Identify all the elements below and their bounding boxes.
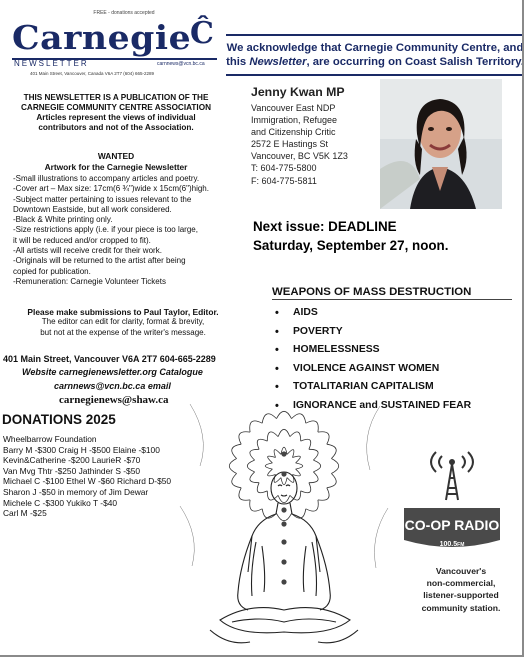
mandala-petal <box>277 513 292 520</box>
mandala-petal <box>265 463 272 469</box>
website-line[interactable]: Website carnegienewsletter.org Catalogue <box>22 367 203 377</box>
mandala-petal <box>257 483 267 493</box>
mandala-petal <box>313 460 320 472</box>
mandala-petal <box>287 450 294 458</box>
donation-line: Michele C -$300 Yukiko T -$40 <box>3 497 118 508</box>
mandala-petal <box>267 432 278 441</box>
deadline-line1: Next issue: DEADLINE <box>253 219 397 234</box>
requirement-line: -Remuneration: Carnegie Volunteer Tickets <box>13 276 166 286</box>
requirement-line: Downtown Eastside, but all work considered. <box>13 204 172 214</box>
mp-details <box>251 102 391 187</box>
mandala-petal <box>268 456 276 463</box>
logo-email: carnnews@vcn.bc.ca <box>157 61 205 67</box>
meditating-figure-illustration <box>170 396 398 654</box>
logo-c-mark: Ĉ <box>190 16 214 51</box>
publication-notice <box>0 93 232 133</box>
chakra-dot <box>281 559 286 564</box>
mandala-petal <box>306 421 318 432</box>
chakra-dot <box>281 451 286 456</box>
weapons-item: • AIDS <box>272 304 512 323</box>
tagline-line: non-commercial, <box>426 578 496 589</box>
weapons-item: • TOTALITARIAN CAPITALISM <box>272 378 512 397</box>
mandala-petal <box>277 411 292 418</box>
chakra-dot <box>281 539 286 544</box>
requirement-line: -All artists will receive credit for their work. <box>13 246 162 256</box>
requirement-line: -Small illustrations to accompany articles and poetry. <box>13 174 200 183</box>
mandala-petal <box>278 429 290 436</box>
mandala-petal <box>309 449 318 460</box>
mandala-petal <box>306 500 318 511</box>
submission-editor: Please make submissions to Paul Taylor, Editor. <box>27 307 219 317</box>
ack-part2: , are occurring on Coast Salish Territory. <box>306 56 524 68</box>
donation-line: Sharon J -$50 in memory of Jim Dewar <box>3 486 149 497</box>
mandala-petal <box>268 469 276 476</box>
mandala-petal <box>292 414 306 423</box>
mp-line: Vancouver, BC V5K 1Z3 <box>251 151 348 162</box>
tagline-line: Vancouver's <box>435 566 487 576</box>
email-shaw[interactable]: carnegienews@shaw.ca <box>59 394 169 406</box>
mp-line: Immigration, Refugee <box>251 115 338 126</box>
logo-address: 401 Main Street, Vancouver, Canada V6A 2T7 (604) 665-2289 <box>30 71 154 76</box>
donation-line: Michael C -$100 Ethel W -$60 Richard D-$50 <box>3 476 172 487</box>
mandala-petal <box>318 432 329 444</box>
mandala-petal <box>274 450 281 458</box>
wanted-subtitle: Artwork for the Carnegie Newsletter <box>44 162 188 172</box>
street-address: 401 Main Street, Vancouver V6A 2T7 604-665-2289 <box>3 354 216 364</box>
radio-tagline <box>400 565 522 614</box>
mp-line: and Citizenship Critic <box>251 127 336 138</box>
donation-line: Wheelbarrow Foundation <box>3 434 97 444</box>
coop-radio-logo <box>402 450 502 555</box>
chakra-dot <box>281 521 286 526</box>
submission-line: but not at the expense of the writer's message. <box>40 327 206 337</box>
mandala-petal <box>250 449 259 460</box>
requirement-line: -Black & White printing only. <box>13 215 113 225</box>
mp-portrait-photo <box>380 79 502 209</box>
mandala-petal <box>262 414 276 423</box>
mandala-petal <box>293 456 301 463</box>
mandala-petal <box>290 432 301 441</box>
mp-line: F: 604-775-5811 <box>251 175 317 186</box>
pub-line: THIS NEWSLETTER IS A PUBLICATION OF THE <box>23 93 209 102</box>
submission-line: The editor can edit for clarity, format & brevity, <box>41 317 205 327</box>
tagline-line: community station. <box>421 602 501 613</box>
mandala-petal <box>293 469 301 476</box>
newsletter-masthead <box>12 10 217 80</box>
mandala-petal <box>318 488 329 500</box>
email-vcn[interactable]: carnnews@vcn.bc.ca email <box>54 381 171 391</box>
mandala-petal <box>250 472 259 483</box>
requirement-line: copied for publication. <box>13 266 91 276</box>
radio-frequency: 100.5 <box>439 541 458 548</box>
mandala-petal <box>296 463 303 469</box>
donation-line: Carl M -$25 <box>3 508 47 519</box>
donations-title: DONATIONS 2025 <box>2 412 116 427</box>
ack-newsletter-word: Newsletter <box>249 56 307 68</box>
weapons-item: • VIOLENCE AGAINST WOMEN <box>272 360 512 379</box>
chakra-dot <box>281 579 286 584</box>
submission-info <box>18 307 228 338</box>
mandala-petal <box>232 444 241 458</box>
wanted-heading <box>0 151 232 173</box>
artwork-requirements <box>13 174 235 287</box>
wanted-title: WANTED <box>97 151 135 161</box>
weapons-item: • HOMELESSNESS <box>272 341 512 360</box>
mandala-petal <box>250 421 262 432</box>
requirement-line: it will be reduced and/or cropped to fit). <box>13 235 151 245</box>
radio-frequency-unit: FM <box>457 542 465 548</box>
mandala-petal <box>250 500 262 511</box>
mandala-petal <box>331 459 338 474</box>
tagline-line: listener-supported <box>423 590 499 601</box>
pub-line: contributors and not of the Association. <box>38 123 194 132</box>
donation-line: Van Mvg Thtr -$250 Jathinder S -$50 <box>3 465 141 476</box>
weapons-item: • IGNORANCE and SUSTAINED FEAR <box>272 397 512 416</box>
mp-line: Vancouver East NDP <box>251 103 336 113</box>
logo-wordmark: Carnegie <box>12 18 192 57</box>
weapons-item: • POVERTY <box>272 323 512 342</box>
radio-name: CO-OP RADIO <box>404 517 500 533</box>
deadline-line2: Saturday, September 27, noon. <box>253 238 449 253</box>
requirement-line: -Originals will be returned to the artist after being <box>13 256 186 266</box>
mandala-petal <box>239 432 250 444</box>
free-notice: FREE - donations accepted <box>93 10 155 16</box>
requirement-line: -Subject matter pertaining to issues relevant to the <box>13 194 192 204</box>
requirement-line: -Size restrictions apply (i.e. if your piece is too large, <box>13 225 198 235</box>
mandala-petal <box>301 483 311 493</box>
chakra-dot <box>281 471 286 476</box>
ack-part1: We acknowledge that Carnegie Community Centre, and this <box>226 42 524 68</box>
mp-name: Jenny Kwan MP <box>251 85 345 99</box>
territory-acknowledgement <box>226 34 524 76</box>
pub-line: Articles represent the views of individual <box>36 113 196 122</box>
mp-line: T: 604-775-5800 <box>251 163 317 174</box>
pub-line: CARNEGIE COMMUNITY CENTRE ASSOCIATION <box>21 103 211 112</box>
svg-text:100.5FM <box>440 541 465 548</box>
mandala-petal <box>309 472 318 483</box>
mandala-petal <box>247 460 254 472</box>
mandala-petal <box>257 439 267 449</box>
mandala-petal <box>327 474 336 488</box>
mandala-petal <box>327 444 336 458</box>
mandala-petal <box>301 439 311 449</box>
weapons-title: WEAPONS OF MASS DESTRUCTION <box>272 286 512 300</box>
next-issue-deadline <box>253 217 448 255</box>
mp-line: 2572 E Hastings St <box>251 139 329 150</box>
mandala-petal <box>281 478 287 485</box>
mandala-petal <box>229 459 236 474</box>
chakra-dot <box>281 507 286 512</box>
donation-line: Barry M -$300 Craig H -$500 Elaine -$100 <box>3 444 160 455</box>
logo-subtitle: NEWSLETTER <box>14 59 89 68</box>
requirement-line: -Cover art – Max size: 17cm(6 ¾")wide x 15cm(6")high. <box>13 184 209 194</box>
donation-line: Kevin&Catherine -$200 LaurieR -$70 <box>3 455 141 466</box>
radio-tower-icon <box>446 464 458 500</box>
mandala-petal <box>232 474 241 488</box>
mandala-petal <box>239 488 250 500</box>
